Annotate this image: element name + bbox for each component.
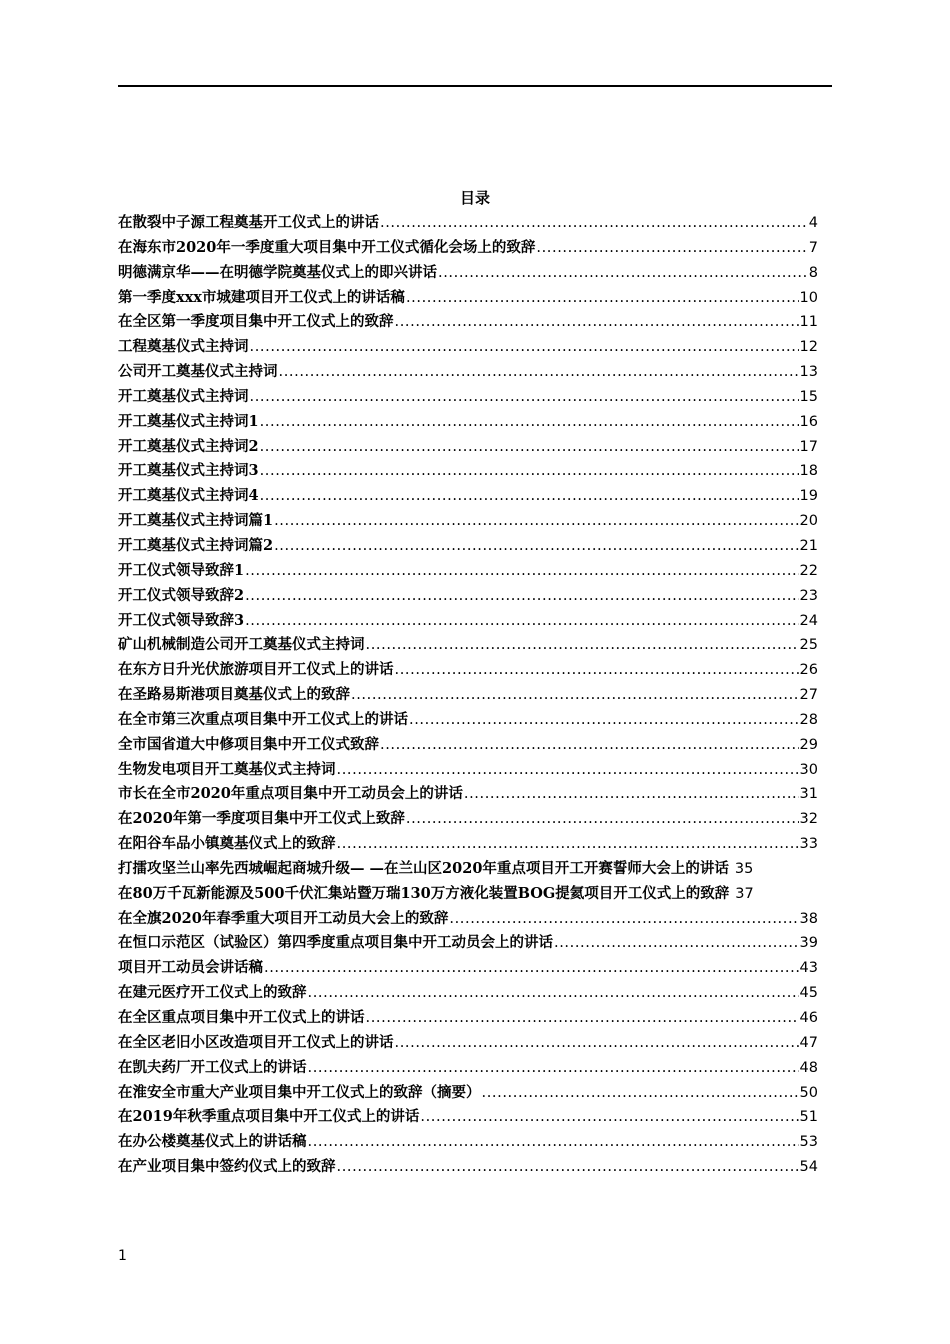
toc-entry-page: 37 <box>735 885 754 902</box>
toc-entry[interactable] <box>118 559 818 584</box>
toc-entry[interactable] <box>118 1105 818 1130</box>
page-number: 1 <box>118 1248 127 1264</box>
toc-entry-page: 45 <box>799 985 818 1002</box>
toc-entry[interactable] <box>118 832 818 857</box>
toc-entry-page: 39 <box>799 935 818 952</box>
toc-entry-title: 在东方日升光伏旅游项目开工仪式上的讲话 <box>118 661 394 679</box>
toc-entry[interactable] <box>118 509 818 534</box>
toc-entry[interactable] <box>118 931 818 956</box>
toc-entry-page: 20 <box>799 513 818 530</box>
toc-entry-title: 开工奠基仪式主持词篇2 <box>118 536 274 554</box>
toc-entry-title: 开工奠基仪式主持词4 <box>118 487 259 505</box>
toc-entry[interactable] <box>118 609 818 634</box>
toc-leader-dots <box>380 733 799 758</box>
toc-entry-title: 在全区第一季度项目集中开工仪式上的致辞 <box>118 313 394 331</box>
toc-entry[interactable] <box>118 261 818 286</box>
toc-leader-dots <box>366 633 799 658</box>
toc-entry-title: 在全区老旧小区改造项目开工仪式上的讲话 <box>118 1033 394 1051</box>
toc-leader-dots <box>395 658 799 683</box>
toc-entry-page: 30 <box>799 761 818 778</box>
toc-entry-title: 明德满京华——在明德学院奠基仪式上的即兴讲话 <box>118 263 437 281</box>
toc-entry[interactable] <box>118 782 818 807</box>
toc-leader-dots <box>308 1056 799 1081</box>
toc-entry[interactable] <box>118 484 818 509</box>
toc-leader-dots <box>337 758 799 783</box>
toc-entry[interactable] <box>118 335 818 360</box>
toc-leader-dots <box>245 559 798 584</box>
toc-entry[interactable] <box>118 310 818 335</box>
toc-entry-title: 打擂攻坚兰山率先西城崛起商城升级— —在兰山区2020年重点项目开工开赛誓师大会上的讲话 <box>118 859 729 877</box>
toc-entry-title: 市长在全市2020年重点项目集中开工动员会上的讲话 <box>118 785 463 803</box>
toc-entry[interactable] <box>118 584 818 609</box>
toc-entry[interactable] <box>118 435 818 460</box>
toc-entry-page: 18 <box>799 463 818 480</box>
toc-entry-title: 公司开工奠基仪式主持词 <box>118 363 278 381</box>
toc-entry-page: 23 <box>799 587 818 604</box>
toc-leader-dots <box>308 1130 799 1155</box>
toc-entry[interactable] <box>118 981 818 1006</box>
toc-leader-dots <box>464 782 799 807</box>
toc-entry[interactable] <box>118 1031 818 1056</box>
toc-entry-title: 项目开工动员会讲话稿 <box>118 959 263 977</box>
toc-entry-title: 在圣路易斯港项目奠基仪式上的致辞 <box>118 686 350 704</box>
toc-entry-title: 在全区重点项目集中开工仪式上的讲话 <box>118 1009 365 1026</box>
toc-entry[interactable] <box>118 807 818 832</box>
toc-entry[interactable] <box>118 360 818 385</box>
header-rule <box>118 85 832 87</box>
toc-entry-page: 51 <box>799 1109 818 1126</box>
toc-entry-title: 在恒口示范区（试验区）第四季度重点项目集中开工动员会上的讲话 <box>118 934 553 952</box>
toc-entry-title: 在全市第三次重点项目集中开工仪式上的讲话 <box>118 710 408 728</box>
toc-leader-dots <box>420 1105 798 1130</box>
toc-entry-page: 7 <box>808 239 818 256</box>
toc-entry-page: 35 <box>734 860 754 877</box>
toc-leader-dots <box>536 236 807 261</box>
toc-entry-page: 31 <box>799 786 818 803</box>
toc-entry-page: 46 <box>799 1010 818 1026</box>
toc-leader-dots <box>245 584 798 609</box>
toc-entry-title: 在凯夫药厂开工仪式上的讲话 <box>118 1058 307 1076</box>
toc-entry-title: 在2019年秋季重点项目集中开工仪式上的讲话 <box>118 1108 420 1126</box>
toc-entry-page: 15 <box>799 388 818 405</box>
toc-entry-title: 开工仪式领导致辞1 <box>118 561 245 579</box>
toc-title: 目录 <box>459 189 490 207</box>
table-of-contents <box>118 211 818 1180</box>
toc-leader-dots <box>395 310 799 335</box>
toc-entry-page: 33 <box>799 836 818 853</box>
toc-entry[interactable] <box>118 956 818 981</box>
toc-entry-title: 开工仪式领导致辞3 <box>118 611 245 629</box>
toc-entry-page: 8 <box>808 264 818 281</box>
toc-entry[interactable] <box>118 633 818 658</box>
toc-entry[interactable] <box>118 733 818 758</box>
toc-leader-dots <box>337 832 799 857</box>
toc-leader-dots <box>366 1006 799 1031</box>
toc-entry-page: 43 <box>799 960 818 977</box>
toc-entry-title: 开工奠基仪式主持词3 <box>118 462 259 480</box>
toc-entry-page: 19 <box>799 488 818 505</box>
toc-leader-dots <box>406 807 799 832</box>
toc-entry[interactable] <box>118 857 818 882</box>
toc-entry[interactable] <box>118 658 818 683</box>
toc-entry[interactable] <box>118 907 818 932</box>
toc-leader-dots <box>406 286 799 311</box>
toc-entry[interactable] <box>118 236 818 261</box>
toc-leader-dots <box>245 609 798 634</box>
toc-leader-dots <box>337 1155 799 1180</box>
toc-leader-dots <box>264 956 799 981</box>
toc-entry-title: 生物发电项目开工奠基仪式主持词 <box>118 760 336 778</box>
toc-leader-dots <box>250 385 799 410</box>
toc-entry-title: 在产业项目集中签约仪式上的致辞 <box>118 1158 336 1176</box>
toc-leader-dots <box>260 410 799 435</box>
toc-leader-dots <box>250 335 799 360</box>
toc-entry-title: 在2020年第一季度项目集中开工仪式上致辞 <box>118 810 405 828</box>
toc-entry[interactable] <box>118 683 818 708</box>
toc-entry-title: 开工奠基仪式主持词2 <box>118 437 259 455</box>
toc-leader-dots <box>260 484 799 509</box>
toc-entry-title: 矿山机械制造公司开工奠基仪式主持词 <box>118 636 365 654</box>
toc-entry[interactable] <box>118 534 818 559</box>
toc-entry-title: 在散裂中子源工程奠基开工仪式上的讲话 <box>118 214 379 231</box>
toc-entry-page: 24 <box>799 612 818 629</box>
toc-entry[interactable] <box>118 1155 818 1180</box>
toc-entry-page: 53 <box>799 1134 818 1151</box>
toc-entry[interactable] <box>118 459 818 484</box>
toc-entry-page: 4 <box>808 215 818 231</box>
toc-entry-title: 开工奠基仪式主持词篇1 <box>118 512 274 530</box>
toc-entry-page: 48 <box>799 1059 818 1076</box>
toc-entry-page: 54 <box>799 1159 818 1176</box>
toc-entry-page: 29 <box>799 736 818 753</box>
toc-entry-page: 38 <box>799 910 818 927</box>
toc-leader-dots <box>395 1031 799 1056</box>
toc-entry-title: 全市国省道大中修项目集中开工仪式致辞 <box>118 735 379 753</box>
toc-entry-title: 在海东市2020年一季度重大项目集中开工仪式循化会场上的致辞 <box>118 238 536 256</box>
toc-entry-page: 12 <box>799 339 818 356</box>
toc-entry-title: 在淮安全市重大产业项目集中开工仪式上的致辞（摘要） <box>118 1083 481 1101</box>
toc-entry-page: 10 <box>799 289 818 306</box>
toc-entry-page: 32 <box>799 811 818 828</box>
toc-leader-dots <box>308 981 799 1006</box>
toc-leader-dots <box>380 211 808 236</box>
toc-entry[interactable] <box>118 410 818 435</box>
toc-entry-title: 在办公楼奠基仪式上的讲话稿 <box>118 1133 307 1151</box>
toc-entry-page: 17 <box>799 438 818 455</box>
toc-leader-dots <box>274 534 798 559</box>
toc-entry[interactable] <box>118 1006 818 1031</box>
toc-leader-dots <box>482 1081 799 1106</box>
toc-entry[interactable] <box>118 708 818 733</box>
toc-entry-page: 22 <box>799 562 818 579</box>
toc-entry[interactable] <box>118 1130 818 1155</box>
toc-entry[interactable] <box>118 1056 818 1081</box>
toc-leader-dots <box>260 459 799 484</box>
toc-entry[interactable] <box>118 882 818 907</box>
toc-entry[interactable] <box>118 758 818 783</box>
toc-leader-dots <box>351 683 799 708</box>
toc-entry-page: 27 <box>799 687 818 704</box>
toc-leader-dots <box>274 509 798 534</box>
toc-entry-page: 26 <box>799 662 818 679</box>
toc-leader-dots <box>554 931 799 956</box>
toc-entry[interactable] <box>118 211 818 236</box>
toc-leader-dots <box>409 708 799 733</box>
toc-entry[interactable] <box>118 1081 818 1106</box>
toc-entry-title: 开工奠基仪式主持词 <box>118 387 249 405</box>
toc-entry-title: 在80万千瓦新能源及500千伏汇集站暨万瑞130万方液化装置BOG提氦项目开工仪式上的致辞 <box>118 884 730 902</box>
toc-entry-page: 11 <box>799 314 818 331</box>
toc-entry-title: 工程奠基仪式主持词 <box>118 338 249 356</box>
toc-entry-title: 在全旗2020年春季重大项目开工动员大会上的致辞 <box>118 909 449 927</box>
toc-entry-page: 28 <box>799 711 818 728</box>
toc-entry-title: 第一季度xxx市城建项目开工仪式上的讲话稿 <box>118 288 405 306</box>
toc-entry[interactable] <box>118 286 818 311</box>
toc-entry[interactable] <box>118 385 818 410</box>
toc-leader-dots <box>438 261 808 286</box>
toc-entry-page: 50 <box>799 1084 818 1101</box>
toc-entry-page: 16 <box>799 413 818 430</box>
toc-leader-dots <box>449 907 798 932</box>
toc-leader-dots <box>279 360 799 385</box>
toc-entry-page: 25 <box>799 637 818 654</box>
toc-entry-page: 47 <box>799 1034 818 1051</box>
toc-entry-title: 开工仪式领导致辞2 <box>118 586 245 604</box>
toc-entry-title: 开工奠基仪式主持词1 <box>118 412 259 430</box>
toc-entry-title: 在阳谷车品小镇奠基仪式上的致辞 <box>118 835 336 853</box>
toc-leader-dots <box>260 435 799 460</box>
toc-entry-page: 13 <box>799 364 818 381</box>
toc-entry-page: 21 <box>799 537 818 554</box>
toc-entry-title: 在建元医疗开工仪式上的致辞 <box>118 984 307 1002</box>
